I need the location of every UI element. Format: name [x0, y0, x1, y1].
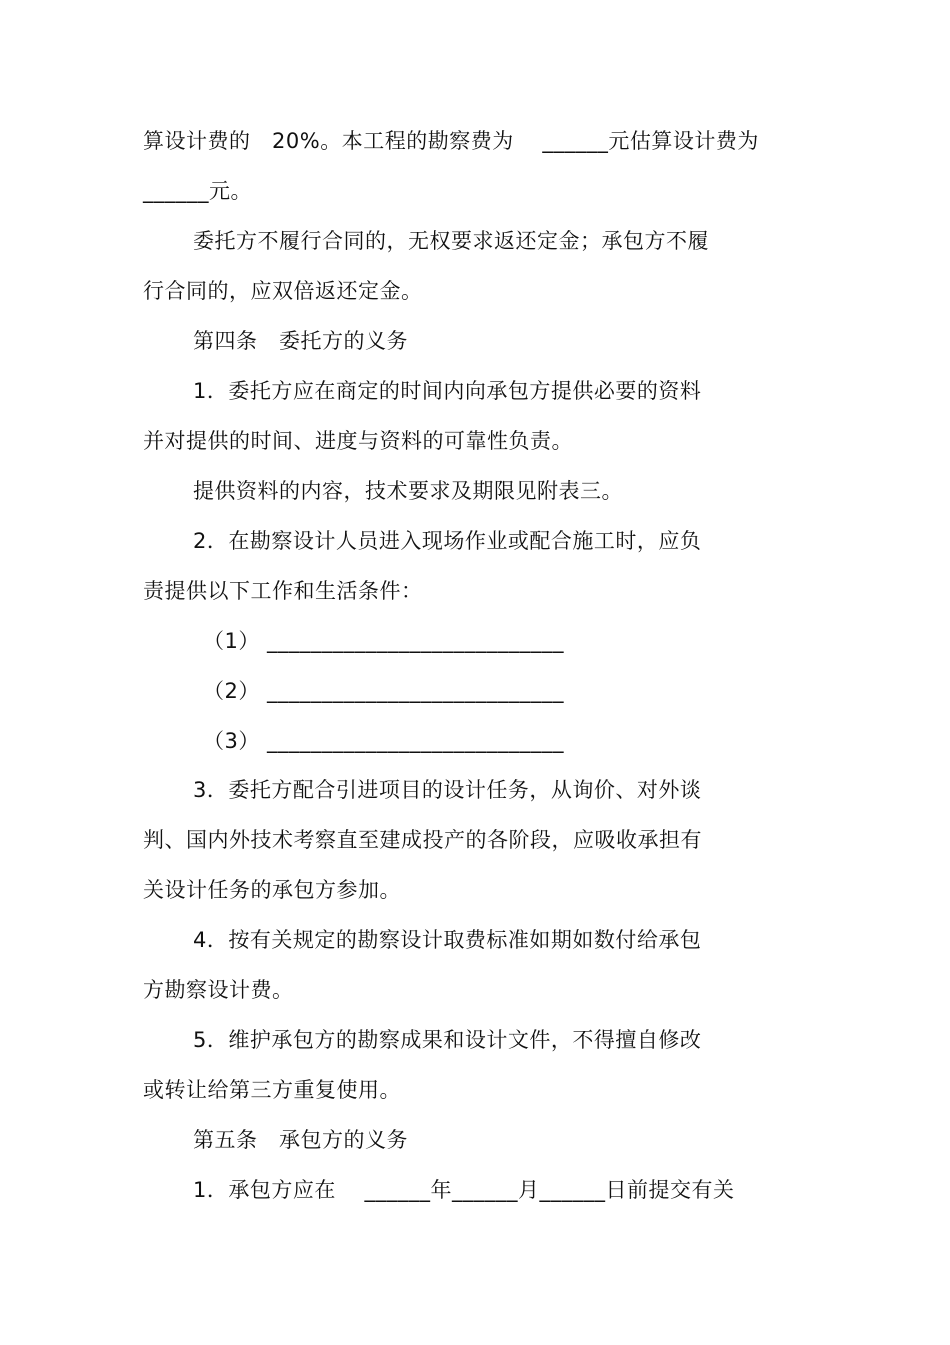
text-line-15: 判、国内外技术考察直至建成投产的各阶段，应吸收承担有	[143, 828, 702, 852]
text-line-9: 2．在勘察设计人员进入现场作业或配合施工时，应负	[193, 529, 702, 553]
text-line-1: 算设计费的 20%。本工程的勘察费为 ______元估算设计费为	[143, 129, 759, 153]
article-5-heading: 第五条 承包方的义务	[193, 1128, 409, 1152]
article-4-heading: 第四条 委托方的义务	[193, 329, 409, 353]
text-line-18: 方勘察设计费。	[143, 978, 294, 1002]
text-line-7: 并对提供的时间、进度与资料的可靠性负责。	[143, 429, 573, 453]
text-line-3: 委托方不履行合同的，无权要求返还定金；承包方不履	[193, 229, 709, 253]
blank-item-2: （2） ___________________________	[203, 679, 565, 703]
text-line-16: 关设计任务的承包方参加。	[143, 878, 401, 902]
text-line-2: ______元。	[143, 179, 252, 203]
text-line-20: 或转让给第三方重复使用。	[143, 1078, 401, 1102]
text-line-4: 行合同的，应双倍返还定金。	[143, 279, 423, 303]
text-line-14: 3．委托方配合引进项目的设计任务，从询价、对外谈	[193, 778, 702, 802]
blank-item-1: （1） ___________________________	[203, 629, 565, 653]
text-line-6: 1．委托方应在商定的时间内向承包方提供必要的资料	[193, 379, 702, 403]
text-line-19: 5．维护承包方的勘察成果和设计文件，不得擅自修改	[193, 1028, 702, 1052]
text-line-8: 提供资料的内容，技术要求及期限见附表三。	[193, 479, 623, 503]
blank-item-3: （3） ___________________________	[203, 729, 565, 753]
text-line-22: 1．承包方应在 ______年______月______日前提交有关	[193, 1178, 735, 1202]
text-line-17: 4．按有关规定的勘察设计取费标准如期如数付给承包	[193, 928, 702, 952]
text-line-10: 责提供以下工作和生活条件：	[143, 579, 423, 603]
